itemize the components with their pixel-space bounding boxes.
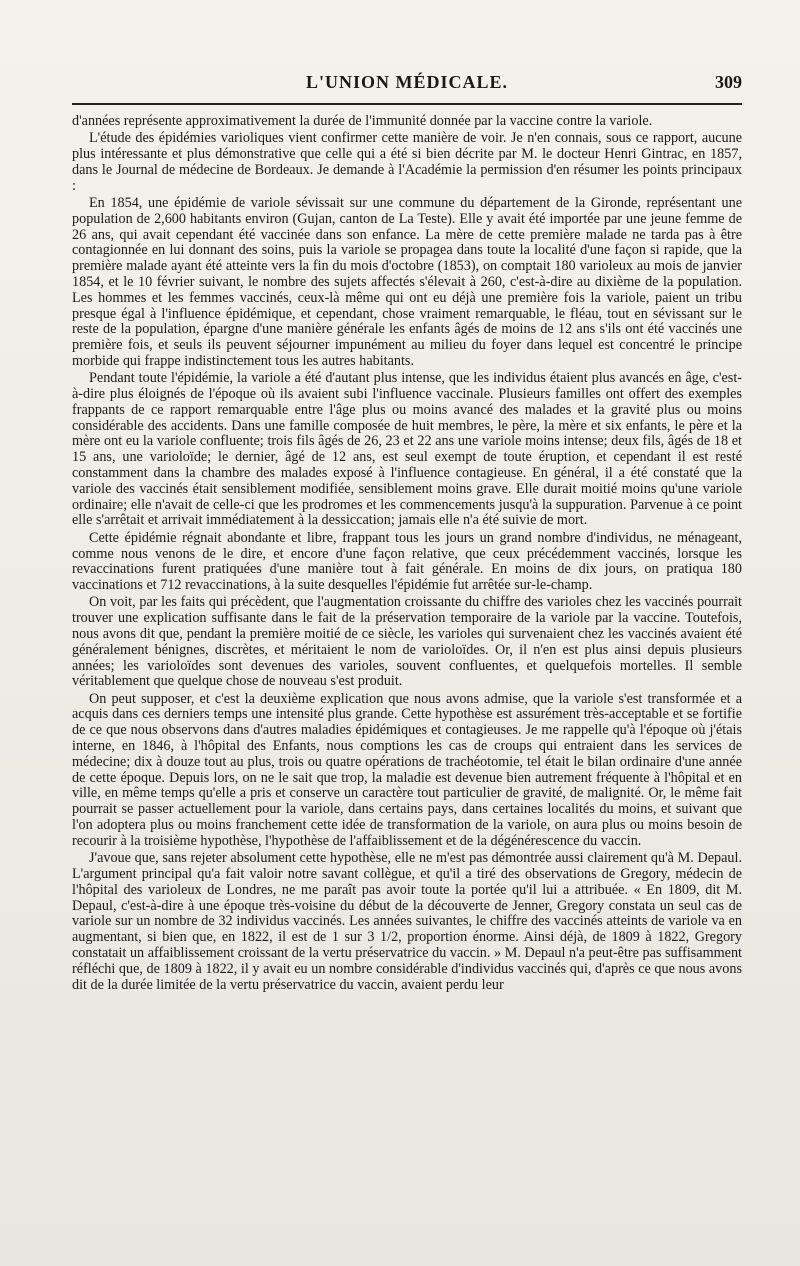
paragraph: On peut supposer, et c'est la deuxième explication que nous avons admise, que la variole s'est transformée et a acquis dans ces derniers temps une intensité plus grande. Cette hypothèse est assurément très-acceptable et se fortifie de ce que nous observons dans d'autres maladies épidémiques et contagieuses. Je me rappelle qu'à l'époque où j'étais interne, en 1846, à l'hôpital des Enfants, nous comptions les cas de croups qui entraient dans les services de médecine; dix à douze tout au plus, trois ou quatre opérations de trachéotomie, tel était le bilan ordinaire d'une année de cette époque. Depuis lors, on ne le sait que trop, la maladie est devenue bien autrement fréquente à l'hôpital et en ville, en même temps qu'elle a pris et conserve un caractère tout particulier de gravité, de malignité. Or, le même fait pourrait se passer actuellement pour la variole, dans certains pays, dans certaines localités du moins, et suivant que l'on adoptera plus ou moins franchement cette idée de transformation de la variole, on aura plus ou moins besoin de recourir à la troisième hypothèse, l'hypothèse de l'affaiblissement et de la dégénérescence du vaccin. [72, 690, 742, 849]
paragraph: L'étude des épidémies varioliques vient confirmer cette manière de voir. Je n'en connais, sous ce rapport, aucune plus intéressante et plus démonstrative que celle qui a été si bien décrite par M. le docteur Henri Gintrac, en 1857, dans le Journal de médecine de Bordeaux. Je demande à l'Académie la permission d'en résumer les points principaux : [72, 130, 742, 194]
paragraph: On voit, par les faits qui précèdent, que l'augmentation croissante du chiffre des varioles chez les vaccinés pourrait trouver une explication suffisante dans le fait de la préservation temporaire de la variole par la vaccine. Toutefois, nous avons dit que, pendant la première moitié de ce siècle, les varioles qui survenaient chez les vaccinés avaient été généralement bénignes, discrètes, et méritaient le nom de varioloïdes. Or, il n'en est plus ainsi depuis plusieurs années; les varioloïdes sont devenues des varioles, souvent confluentes, et quelquefois mortelles. Il semble véritablement que quelque chose de nouveau s'est produit. [72, 594, 742, 690]
page-number: 309 [715, 72, 742, 92]
paragraph: En 1854, une épidémie de variole sévissait sur une commune du département de la Gironde, représentant une population de 2,600 habitants environ (Gujan, canton de La Teste). Elle y avait été importée par une jeune femme de 26 ans, qui avait cependant été vaccinée dans son enfance. La mère de cette première malade ne tarda pas à être contagionnée en lui donnant des soins, puis la variole se propagea dans toute la localité d'une façon si rapide, que la première malade ayant été atteinte vers la fin du mois d'octobre (1853), on comptait 180 varioleux au mois de janvier 1854, et le 10 février suivant, le nombre des sujets affectés s'élevait à 260, c'est-à-dire au dixième de la population. Les hommes et les femmes vaccinés, ceux-là même qui ont eu déjà une première fois la variole, paient un tribu presque égal à l'influence épidémique, et cependant, chose vraiment remarquable, le fléau, tout en sévissant sur le reste de la population, épargne d'une manière générale les enfants âgés de moins de 12 ans s'ils ont été vaccinés une première fois, et seuls ils peuvent séjourner impunément au milieu du foyer dans lequel est concentré le principe morbide qui frappe indistinctement tous les autres habitants. [72, 194, 742, 369]
paragraph-continued: d'années représente approximativement la durée de l'immunité donnée par la vaccine contre la variole. [72, 113, 653, 129]
article-body [72, 114, 742, 995]
paragraph: J'avoue que, sans rejeter absolument cette hypothèse, elle ne m'est pas démontrée aussi clairement qu'à M. Depaul. L'argument principal qu'a fait valoir notre savant collègue, et qu'il a tiré des observations de Gregory, médecin de l'hôpital des varioleux de Londres, ne me paraît pas avoir toute la portée qu'il lui a attribuée. « En 1809, dit M. Depaul, c'est-à-dire à une époque très-voisine du début de la découverte de Jenner, Gregory constata un seul cas de variole sur un nombre de 32 individus vaccinés. Les années suivantes, le chiffre des vaccinés atteints de variole va en augmentant, si bien que, en 1822, il est de 1 sur 3 1/2, proportion énorme. Ainsi déjà, de 1809 à 1822, Gregory constatait un affaiblissement croissant de la vertu préservatrice du vaccin. » M. Depaul n'a peut-être pas suffisamment réfléchi que, de 1809 à 1822, il y avait eu un nombre considérable d'individus vaccinés qui, d'après ce que nous avons dit de la durée limitée de la vertu préservatrice du vaccin, avaient perdu leur [72, 850, 742, 993]
page-header [72, 70, 742, 104]
paragraph: Cette épidémie régnait abondante et libre, frappant tous les jours un grand nombre d'individus, ne ménageant, comme nous venons de le dire, et encore d'une façon relative, que ceux précédemment vaccinés, lorsque les revaccinations furent pratiquées d'une manière tout à fait générale. En moins de dix jours, on pratiqua 180 vaccinations et 712 revaccinations, à la suite desquelles l'épidémie fut arrêtée sur-le-champ. [72, 529, 742, 594]
paragraph: Pendant toute l'épidémie, la variole a été d'autant plus intense, que les individus étaient plus avancés en âge, c'est-à-dire plus éloignés de l'époque où ils avaient subi l'influence vaccinale. Plusieurs familles ont offert des exemples frappants de ce rapport remarquable entre l'âge plus ou moins avancé des malades et la gravité plus ou moins considérable des accidents. Dans une famille composée de huit membres, le père, la mère et six enfants, le père et la mère ont eu la variole confluente; trois fils âgés de 26, 23 et 22 ans une variole moins intense; deux fils, âgés de 18 et 15 ans, une varioloïde; le dernier, âgé de 12 ans, est seul exempt de toute éruption, et cependant il est resté constamment dans la chambre des malades exposé à l'influence contagieuse. En général, il a été constaté que la variole des vaccinés était sensiblement modifiée, sensiblement moins grave. Elle durait moitié moins qu'une variole ordinaire; elle n'avait de celle-ci que les prodromes et les commencements jusqu'à la suppuration. Parvenue à ce point elle s'arrêtait et arrivait immédiatement à la dessiccation; jamais elle n'a été suivie de mort. [72, 370, 742, 529]
running-title: L'UNION MÉDICALE. [305, 72, 509, 92]
header-rule [72, 103, 742, 105]
